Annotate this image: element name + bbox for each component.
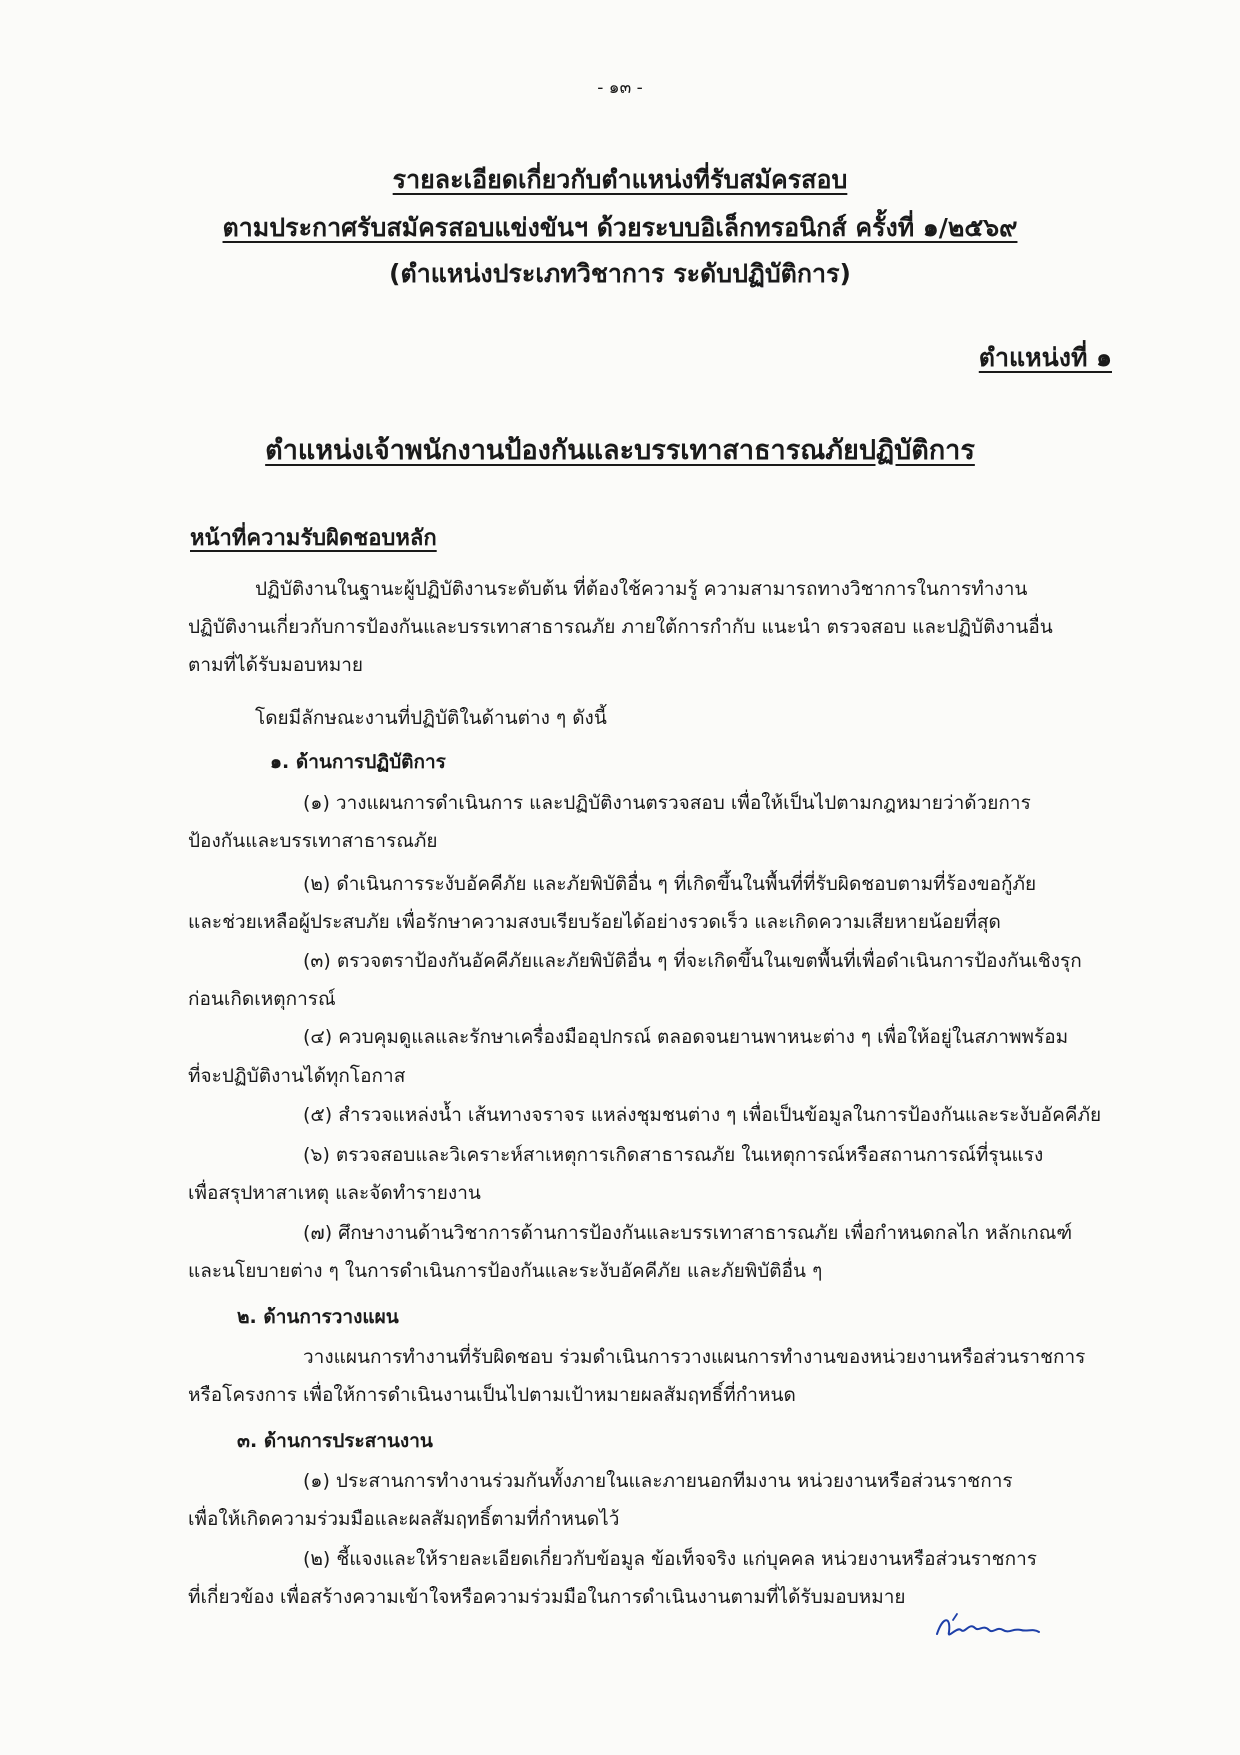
section-heading: หน้าที่ความรับผิดชอบหลัก <box>190 526 437 551</box>
body-line: (๒) ชี้แจงและให้รายละเอียดเกี่ยวกับข้อมูล ข้อเท็จจริง แก่บุคคล หน่วยงานหรือส่วนราชการ <box>303 1548 1037 1570</box>
body-line: ป้องกันและบรรเทาสาธารณภัย <box>188 830 438 852</box>
body-line: ปฏิบัติงานเกี่ยวกับการป้องกันและบรรเทาสาธารณภัย ภายใต้การกำกับ แนะนำ ตรวจสอบ และปฏิบัติงานอื่น <box>188 616 1053 638</box>
body-line: เพื่อสรุปหาสาเหตุ และจัดทำรายงาน <box>188 1182 481 1204</box>
body-line: (๒) ดำเนินการระงับอัคคีภัย และภัยพิบัติอื่น ๆ ที่เกิดขึ้นในพื้นที่ที่รับผิดชอบตามที่ร้องขอกู้ภัย <box>303 873 1037 895</box>
body-line: และช่วยเหลือผู้ประสบภัย เพื่อรักษาความสงบเรียบร้อยได้อย่างรวดเร็ว และเกิดความเสียหายน้อยที่สุด <box>188 911 1001 933</box>
body-line: ๑. ด้านการปฏิบัติการ <box>270 751 446 773</box>
body-line: หรือโครงการ เพื่อให้การดำเนินงานเป็นไปตามเป้าหมายผลสัมฤทธิ์ที่กำหนด <box>188 1384 796 1406</box>
body-line: (๕) สำรวจแหล่งน้ำ เส้นทางจราจร แหล่งชุมชนต่าง ๆ เพื่อเป็นข้อมูลในการป้องกันและระงับอัคคีภัย <box>303 1104 1102 1126</box>
position-number: ตำแหน่งที่ ๑ <box>978 343 1112 372</box>
job-title-text: ตำแหน่งเจ้าพนักงานป้องกันและบรรเทาสาธารณภัยปฏิบัติการ <box>265 435 975 466</box>
body-line: ที่จะปฏิบัติงานได้ทุกโอกาส <box>188 1065 406 1087</box>
heading-line-1-text: รายละเอียดเกี่ยวกับตำแหน่งที่รับสมัครสอบ <box>392 165 848 194</box>
body-line: (๓) ตรวจตราป้องกันอัคคีภัยและภัยพิบัติอื่น ๆ ที่จะเกิดขึ้นในเขตพื้นที่เพื่อดำเนินการป้องกันเชิงรุก <box>303 950 1082 972</box>
body-line: ก่อนเกิดเหตุการณ์ <box>188 988 336 1010</box>
job-title <box>0 428 1240 471</box>
body-line: (๔) ควบคุมดูแลและรักษาเครื่องมืออุปกรณ์ ตลอดจนยานพาหนะต่าง ๆ เพื่อให้อยู่ในสภาพพร้อม <box>303 1026 1069 1048</box>
heading-line-2-text: ตามประกาศรับสมัครสอบแข่งขันฯ ด้วยระบบอิเล็กทรอนิกส์ ครั้งที่ ๑/๒๕๖๙ <box>222 213 1018 242</box>
body-line: วางแผนการทำงานที่รับผิดชอบ ร่วมดำเนินการวางแผนการทำงานของหน่วยงานหรือส่วนราชการ <box>303 1346 1086 1368</box>
body-line: ๒. ด้านการวางแผน <box>237 1306 399 1328</box>
body-line: (๑) ประสานการทำงานร่วมกันทั้งภายในและภายนอกทีมงาน หน่วยงานหรือส่วนราชการ <box>303 1470 1013 1492</box>
heading-line-3: (ตำแหน่งประเภทวิชาการ ระดับปฏิบัติการ) <box>389 259 851 288</box>
signature-icon <box>933 1606 1043 1646</box>
heading-line-1 <box>0 160 1240 200</box>
body-line: (๗) ศึกษางานด้านวิชาการด้านการป้องกันและบรรเทาสาธารณภัย เพื่อกำหนดกลไก หลักเกณฑ์ <box>303 1222 1073 1244</box>
heading-line-2 <box>0 208 1240 248</box>
body-line: เพื่อให้เกิดความร่วมมือและผลสัมฤทธิ์ตามที่กำหนดไว้ <box>188 1508 620 1530</box>
body-line: (๖) ตรวจสอบและวิเคราะห์สาเหตุการเกิดสาธารณภัย ในเหตุการณ์หรือสถานการณ์ที่รุนแรง <box>303 1144 1044 1166</box>
body-line: ๓. ด้านการประสานงาน <box>237 1430 433 1452</box>
body-line: ปฏิบัติงานในฐานะผู้ปฏิบัติงานระดับต้น ที่ต้องใช้ความรู้ ความสามารถทางวิชาการในการทำงาน <box>255 578 1028 600</box>
body-line: โดยมีลักษณะงานที่ปฏิบัติในด้านต่าง ๆ ดังนี้ <box>255 707 607 729</box>
body-line: ที่เกี่ยวข้อง เพื่อสร้างความเข้าใจหรือความร่วมมือในการดำเนินงานตามที่ได้รับมอบหมาย <box>188 1586 906 1608</box>
body-line: ตามที่ได้รับมอบหมาย <box>188 654 364 676</box>
body-line: (๑) วางแผนการดำเนินการ และปฏิบัติงานตรวจสอบ เพื่อให้เป็นไปตามกฎหมายว่าด้วยการ <box>303 792 1031 814</box>
body-line: และนโยบายต่าง ๆ ในการดำเนินการป้องกันและระงับอัคคีภัย และภัยพิบัติอื่น ๆ <box>188 1260 823 1282</box>
page-number: - ๑๓ - <box>597 78 643 98</box>
